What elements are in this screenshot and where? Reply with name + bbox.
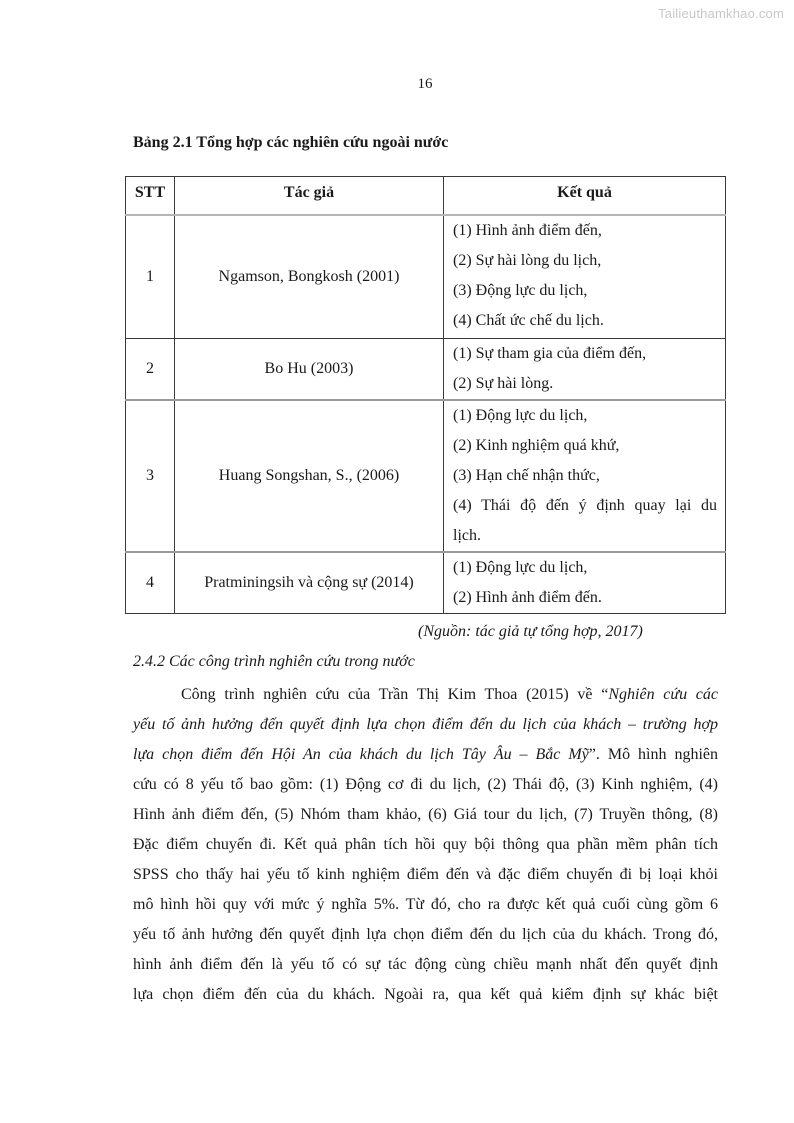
table-row (126, 400, 726, 552)
result-item: (1) Động lực du lịch, (453, 559, 588, 576)
paragraph-line: SPSS cho thấy hai yếu tố kinh nghiệm điểm đến và đặc điểm chuyến đi bị loại khỏi (133, 866, 718, 883)
row-author: Pratminingsih và cộng sự (2014) (175, 552, 444, 614)
watermark: Tailieuthamkhao.com (658, 6, 784, 21)
text-run: ”. Mô hình nghiên (588, 746, 718, 763)
header-result: Kết quả (444, 177, 726, 215)
row-stt: 2 (126, 339, 175, 401)
row-author: Ngamson, Bongkosh (2001) (175, 215, 444, 339)
result-item: (2) Hình ảnh điểm đến. (453, 589, 602, 606)
research-summary-table (125, 176, 726, 614)
paragraph-line: hình ảnh điểm đến là yếu tố có sự tác động cùng chiều mạnh nhất đến quyết định (133, 956, 718, 973)
paragraph-line: mô hình hồi quy với mức ý nghĩa 5%. Từ đó, cho ra được kết quả cuối cùng gồm 6 (133, 896, 718, 913)
table-caption: Bảng 2.1 Tổng hợp các nghiên cứu ngoài nước (133, 134, 449, 151)
row-author: Huang Songshan, S., (2006) (175, 400, 444, 552)
result-item: (2) Kinh nghiệm quá khứ, (453, 437, 620, 454)
row-stt: 3 (126, 400, 175, 552)
result-item: (2) Sự hài lòng. (453, 375, 554, 392)
row-stt: 4 (126, 552, 175, 614)
italic-title-run: lựa chọn điểm đến Hội An của khách du lịch Tây Âu – Bắc Mỹ (133, 746, 589, 763)
row-results (444, 215, 726, 339)
table-source-note: (Nguồn: tác giả tự tổng hợp, 2017) (418, 623, 643, 640)
table-row (126, 215, 726, 339)
italic-title-run: yếu tố ảnh hưởng đến quyết định lựa chọn điểm đến du lịch của khách – trường hợp (133, 716, 718, 733)
result-item: (3) Động lực du lịch, (453, 281, 588, 299)
result-item: (4) Chất ức chế du lịch. (453, 311, 604, 329)
result-item: (3) Hạn chế nhận thức, (453, 467, 600, 484)
table-row (126, 339, 726, 401)
row-author: Bo Hu (2003) (175, 339, 444, 401)
row-results (444, 339, 726, 401)
paragraph-line: yếu tố ảnh hưởng đến quyết định lựa chọn điểm đến du lịch của du khách. Trong đó, (133, 926, 718, 943)
result-item: (1) Hình ảnh điểm đến, (453, 221, 602, 239)
table-row (126, 552, 726, 614)
paragraph-line: lựa chọn điểm đến của du khách. Ngoài ra, qua kết quả kiểm định sự khác biệt (133, 986, 718, 1003)
result-item: (2) Sự hài lòng du lịch, (453, 251, 602, 269)
paragraph-line (133, 710, 718, 740)
text-run: Công trình nghiên cứu của Trần Thị Kim Thoa (2015) về “ (181, 686, 609, 703)
header-author: Tác giả (175, 177, 444, 215)
paragraph-line: cứu có 8 yếu tố bao gồm: (1) Động cơ đi du lịch, (2) Thái độ, (3) Kinh nghiệm, (4) (133, 776, 718, 793)
paragraph-line (133, 740, 718, 770)
result-item: (1) Sự tham gia của điểm đến, (453, 345, 647, 362)
row-results (444, 400, 726, 552)
row-stt: 1 (126, 215, 175, 339)
header-stt: STT (126, 177, 175, 215)
row-results (444, 552, 726, 614)
body-paragraph (133, 680, 718, 1010)
result-item: (1) Động lực du lịch, (453, 407, 588, 424)
result-item: (4) Thái độ đến ý định quay lại du (453, 497, 717, 514)
paragraph-line: Hình ảnh điểm đến, (5) Nhóm tham khảo, (6) Giá tour du lịch, (7) Truyền thông, (8) (133, 806, 718, 823)
italic-title-run: Nghiên cứu các (608, 686, 719, 703)
result-item: lịch. (453, 527, 481, 544)
table-header-row (126, 177, 726, 215)
section-heading: 2.4.2 Các công trình nghiên cứu trong nước (133, 653, 415, 670)
paragraph-line (133, 680, 718, 710)
paragraph-line: Đặc điểm chuyến đi. Kết quả phân tích hồi quy bội thông qua phần mềm phân tích (133, 836, 718, 853)
page-number: 16 (417, 76, 433, 92)
